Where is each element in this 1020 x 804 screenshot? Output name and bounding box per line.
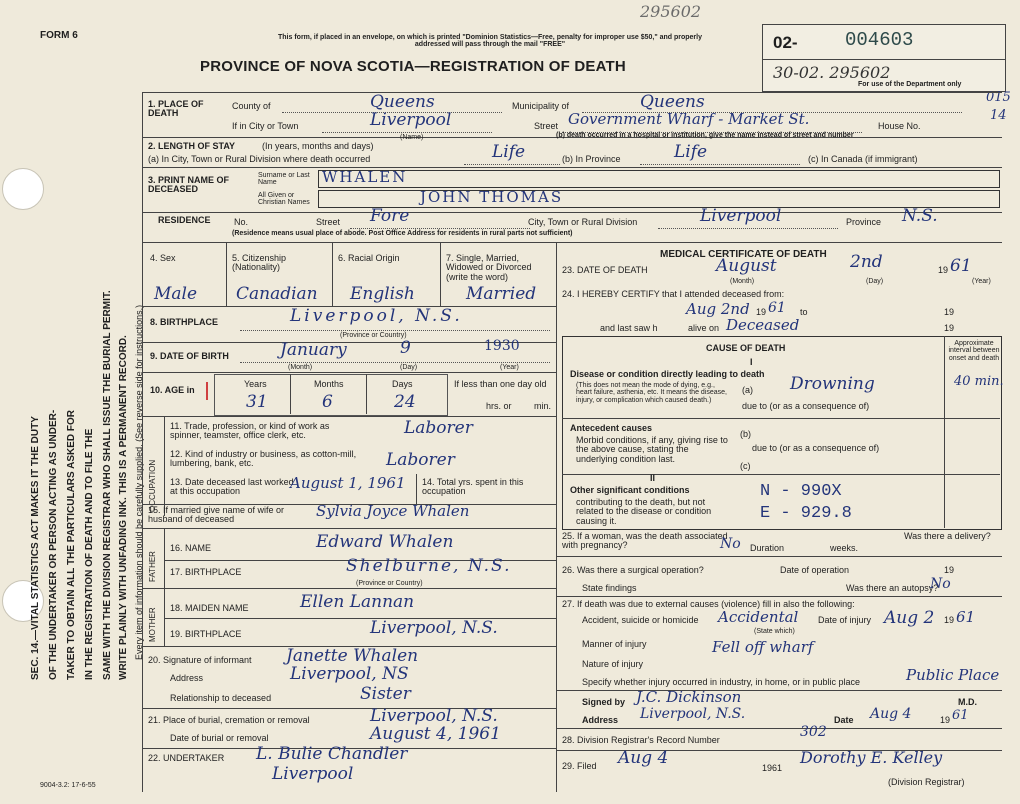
birth-value: Liverpool, N.S. [290, 306, 463, 326]
a25-value: No [720, 536, 741, 552]
place-label: 1. PLACE OF DEATH [148, 99, 204, 119]
lessday-label: If less than one day old [454, 379, 547, 389]
n-code: N - 990X [760, 482, 842, 501]
side-text-line: Every item of information should be carefully supplied. (See reverse side for instructions.) [134, 304, 144, 660]
alive-value: Deceased [726, 316, 800, 334]
father-name-label: 16. NAME [170, 543, 212, 553]
dob-year: 1930 [484, 338, 520, 354]
reg-prefix: 02- [773, 33, 798, 52]
from-year: 61 [768, 300, 786, 316]
death-day-caption: (Day) [866, 278, 884, 285]
residence-prov-value: N.S. [902, 206, 938, 226]
day-caption: (Day) [400, 364, 418, 371]
medical-title: MEDICAL CERTIFICATE OF DEATH [660, 249, 827, 260]
death-year-caption: (Year) [972, 278, 991, 285]
street-label: Street [534, 121, 559, 131]
injury-year: 61 [956, 608, 976, 626]
months-value: 6 [322, 392, 333, 412]
mother-birth: Liverpool, N.S. [370, 618, 498, 638]
given-value: JOHN THOMAS [420, 188, 564, 206]
stay-c-label: (c) In Canada (if immigrant) [808, 154, 918, 164]
q29-label: 29. Filed [562, 761, 597, 771]
q14-label: 14. Total yrs. spent in this occupation [422, 477, 524, 497]
residence-city-label: City, Town or Rural Division [528, 217, 638, 227]
accident-value: Accidental [718, 608, 799, 626]
registrar-signature: Dorothy E. Kelley [800, 748, 943, 767]
a-label: (a) [742, 385, 753, 395]
stay-b-label: (b) In Province [562, 154, 621, 164]
marital-value: Married [466, 284, 537, 304]
other-note: contributing to the death, but not related to the disease or condition causing it. [576, 497, 712, 526]
residence-note: (Residence means usual place of abode. Post Office Address for residents in rural parts not sufficient) [232, 230, 573, 237]
roman-one: I [750, 357, 753, 367]
street-value: Government Wharf - Market St. [568, 110, 810, 128]
a13-value: August 1, 1961 [290, 474, 406, 492]
record-number: 302 [800, 724, 827, 740]
informant-addr: Liverpool, NS [290, 664, 409, 684]
date-year: 61 [952, 708, 969, 723]
signed-label: Signed by [582, 697, 626, 707]
undertaker-town: Liverpool [272, 764, 354, 784]
cause-title: CAUSE OF DEATH [706, 343, 786, 353]
signed-value: J.C. Dickinson [636, 688, 742, 706]
b-label: (b) [740, 429, 751, 439]
attended-from: Aug 2nd [686, 300, 750, 318]
city-label: If in City or Town [232, 121, 299, 131]
informant-sig: Janette Whalen [286, 646, 419, 666]
stay-a-value: Life [492, 142, 526, 162]
birth-caption: (Province or Country) [340, 332, 407, 339]
residence-street-label: Street [316, 217, 341, 227]
specify-label: Specify whether injury occurred in industry, in home, or in public place [582, 677, 860, 687]
interval-label: Approximate interval between onset and death [948, 340, 1000, 362]
min-label: min. [534, 401, 552, 411]
code2: 14 [990, 108, 1007, 123]
date-label: Date [834, 715, 854, 725]
form-title: PROVINCE OF NOVA SCOTIA—REGISTRATION OF DEATH [200, 58, 626, 75]
accident-label: Accident, suicide or homicide [582, 615, 699, 625]
filed-year: 1961 [762, 763, 783, 773]
disease-note: (This does not mean the mode of dying, e.g., heart failure, asthenia, etc. It means the disease, injury, or complication which caused death.) [576, 382, 727, 404]
age-label: 10. AGE in [150, 385, 195, 395]
burial-place-label: 21. Place of burial, cremation or removal [148, 715, 310, 725]
mother-vlabel: MOTHER [148, 607, 157, 642]
q24-label: 24. I HEREBY CERTIFY that I attended deceased from: [562, 289, 785, 299]
alive-label: alive on [688, 323, 720, 333]
a15-value: Sylvia Joyce Whalen [316, 502, 470, 520]
father-birth-label: 17. BIRTHPLACE [170, 567, 242, 577]
informant-rel: Sister [360, 684, 411, 704]
stay-label: 2. LENGTH OF STAY [148, 141, 236, 151]
house-label: House No. [878, 121, 921, 131]
antecedent-note: Morbid conditions, if any, giving rise to the above cause, stating the underlying condition last. [576, 435, 728, 464]
to-label: to [800, 307, 808, 317]
city-value: Liverpool [370, 110, 452, 130]
injury-year-pre: 19 [944, 615, 955, 625]
q27-label: 27. If death was due to external causes (violence) fill in also the following: [562, 599, 855, 609]
manner-value: Fell off wharf [712, 638, 814, 656]
e-code: E - 929.8 [760, 504, 852, 523]
other-label: Other significant conditions [570, 485, 690, 495]
due-to-a: due to (or as a consequence of) [742, 401, 870, 411]
injury-date-label: Date of injury [818, 615, 872, 625]
registration-number-box [762, 24, 1006, 92]
dob-day: 9 [400, 338, 411, 358]
side-text-line: IN THE REGISTRATION OF DEATH AND TO FILE THE [84, 428, 95, 680]
months-label: Months [314, 379, 344, 389]
side-text-line: TAKER TO OBTAIN ALL THE PARTICULARS ASKED FOR [66, 410, 77, 680]
muni-value: Queens [640, 92, 705, 112]
years-label: Years [244, 379, 267, 389]
days-label: Days [392, 379, 413, 389]
op-year-pre: 19 [944, 565, 955, 575]
month-caption: (Month) [288, 364, 313, 371]
dob-label: 9. DATE OF BIRTH [150, 351, 229, 361]
form-code: 9004-3.2: 17-6-55 [40, 782, 96, 789]
antecedent-label: Antecedent causes [570, 423, 653, 433]
to-year-pre: 19 [944, 307, 955, 317]
burial-date: August 4, 1961 [370, 724, 501, 744]
side-text-line: SAME WITH THE DIVISION REGISTRAR WHO SHALL ISSUE THE BURIAL PERMIT. [102, 290, 113, 680]
mother-name-label: 18. MAIDEN NAME [170, 603, 249, 613]
race-label: 6. Racial Origin [338, 253, 400, 263]
surname-label: Surname or Last Name [258, 172, 310, 187]
name-label: 3. PRINT NAME OF DECEASED [148, 175, 230, 195]
days-value: 24 [394, 392, 416, 412]
findings-label: State findings [582, 583, 637, 593]
death-day: 2nd [850, 252, 883, 272]
residence-prov-label: Province [846, 217, 882, 227]
autopsy-label: Was there an autopsy? [846, 583, 939, 593]
q15-label: 15. If married give name of wife or husband of deceased [148, 505, 285, 525]
death-month: August [716, 256, 777, 276]
q28-label: 28. Division Registrar's Record Number [562, 735, 720, 745]
burial-place: Liverpool, N.S. [370, 706, 498, 726]
q26-label: 26. Was there a surgical operation? [562, 565, 704, 575]
stay-sub: (In years, months and days) [262, 141, 374, 151]
birth-label: 8. BIRTHPLACE [150, 317, 219, 327]
hrs-label: hrs. or [486, 401, 512, 411]
q13-label: 13. Date deceased last worked at this occupation [170, 477, 294, 497]
residence-no-label: No. [234, 217, 249, 227]
undertaker-value: L. Bulie Chandler [256, 744, 408, 764]
father-name: Edward Whalen [316, 532, 454, 552]
residence-label: RESIDENCE [158, 215, 211, 225]
cit-value: Canadian [236, 284, 318, 304]
q23-label: 23. DATE OF DEATH [562, 265, 648, 275]
disease-label: Disease or condition directly leading to death [570, 369, 765, 379]
form-number: FORM 6 [40, 30, 78, 41]
side-text-line: WRITE PLAINLY WITH UNFADING INK. THIS IS A PERMANENT RECORD. [118, 335, 129, 680]
code1: 015 [986, 90, 1011, 105]
sex-value: Male [154, 284, 198, 304]
reg-hand: 30-02. 295602 [773, 63, 891, 82]
a11-value: Laborer [404, 418, 473, 438]
side-text-line: SEC. 14.—VITAL STATISTICS ACT MAKES IT THE DUTY [30, 416, 41, 680]
md-label: M.D. [958, 697, 977, 707]
burial-date-label: Date of burial or removal [170, 733, 269, 743]
stay-a-label: (a) In City, Town or Rural Division where death occurred [148, 154, 371, 164]
years-value: 31 [246, 392, 268, 412]
mother-birth-label: 19. BIRTHPLACE [170, 629, 242, 639]
specify-value: Public Place [906, 666, 1000, 684]
name-caption: (Name) [400, 134, 424, 141]
dob-month: January [280, 340, 347, 360]
q25-label: 25. If a woman, was the death associated with pregnancy? [562, 531, 728, 551]
filed-date: Aug 4 [618, 748, 669, 768]
father-vlabel: FATHER [148, 551, 157, 582]
death-month-caption: (Month) [730, 278, 755, 285]
cit-label: 5. Citizenship (Nationality) [232, 253, 287, 273]
q11-label: 11. Trade, profession, or kind of work as spinner, teamster, office clerk, etc. [170, 421, 330, 441]
duration-label: Duration [750, 543, 785, 553]
interval-a: 40 min. [954, 374, 1004, 389]
undertaker-label: 22. UNDERTAKER [148, 753, 225, 763]
manner-label: Manner of injury [582, 639, 647, 649]
mail-notice: This form, if placed in an envelope, on which is printed "Dominion Statistics—Free, penalty for improper use $50," and properly addressed will pass through the mail "FREE" [278, 34, 702, 49]
race-value: English [350, 284, 415, 304]
c-label: (c) [740, 461, 751, 471]
delivery-label: Was there a delivery? [904, 531, 991, 541]
cause-a: Drowning [790, 374, 875, 394]
weeks-label: weeks. [830, 543, 859, 553]
given-label: All Given or Christian Names [258, 192, 310, 207]
informant-sig-label: 20. Signature of informant [148, 655, 252, 665]
roman-two: II [650, 473, 656, 483]
county-value: Queens [370, 92, 435, 112]
date-year-pre: 19 [940, 715, 951, 725]
mother-name: Ellen Lannan [300, 592, 415, 612]
from-year-pre: 19 [756, 307, 767, 317]
father-caption: (Province or Country) [356, 580, 423, 587]
op-date-label: Date of operation [780, 565, 850, 575]
street-note: (b) death occurred in a hospital or institution, give the name instead of street and number [556, 132, 854, 139]
punch-hole [2, 168, 44, 210]
side-text-line: OF THE UNDERTAKER OR PERSON ACTING AS UNDER- [48, 409, 59, 680]
q12-label: 12. Kind of industry or business, as cotton-mill, lumbering, bank, etc. [170, 449, 357, 469]
sex-label: 4. Sex [150, 253, 176, 263]
residence-city-value: Liverpool [700, 206, 782, 226]
marital-label: 7. Single, Married, Widowed or Divorced (write the word) [446, 253, 532, 282]
nature-label: Nature of injury [582, 659, 644, 669]
muni-label: Municipality of [512, 101, 570, 111]
div-registrar-label: (Division Registrar) [888, 777, 965, 787]
a12-value: Laborer [386, 450, 455, 470]
date-value: Aug 4 [870, 706, 912, 722]
county-label: County of [232, 101, 271, 111]
autopsy-value: No [930, 576, 951, 592]
address-label: Address [582, 715, 619, 725]
informant-addr-label: Address [170, 673, 204, 683]
reg-number: 004603 [845, 29, 914, 51]
due-to-b: due to (or as a consequence of) [752, 443, 880, 453]
occupation-vlabel: OCCUPATION [148, 459, 157, 512]
residence-street-value: Fore [370, 206, 410, 226]
informant-rel-label: Relationship to deceased [170, 693, 272, 703]
lastsaw-label: and last saw h [600, 323, 658, 333]
death-year: 61 [950, 256, 972, 276]
state-which: (State which) [754, 628, 795, 635]
top-stamp: 295602 [640, 2, 702, 21]
dept-use: For use of the Department only [858, 81, 962, 88]
death-year-pre: 19 [938, 265, 949, 275]
surname-value: WHALEN [322, 168, 408, 186]
year-caption: (Year) [500, 364, 519, 371]
injury-date: Aug 2 [884, 608, 935, 628]
address-value: Liverpool, N.S. [640, 706, 746, 722]
father-birth: Shelburne, N.S. [346, 556, 512, 576]
alive-year-pre: 19 [944, 323, 955, 333]
stay-b-value: Life [674, 142, 708, 162]
